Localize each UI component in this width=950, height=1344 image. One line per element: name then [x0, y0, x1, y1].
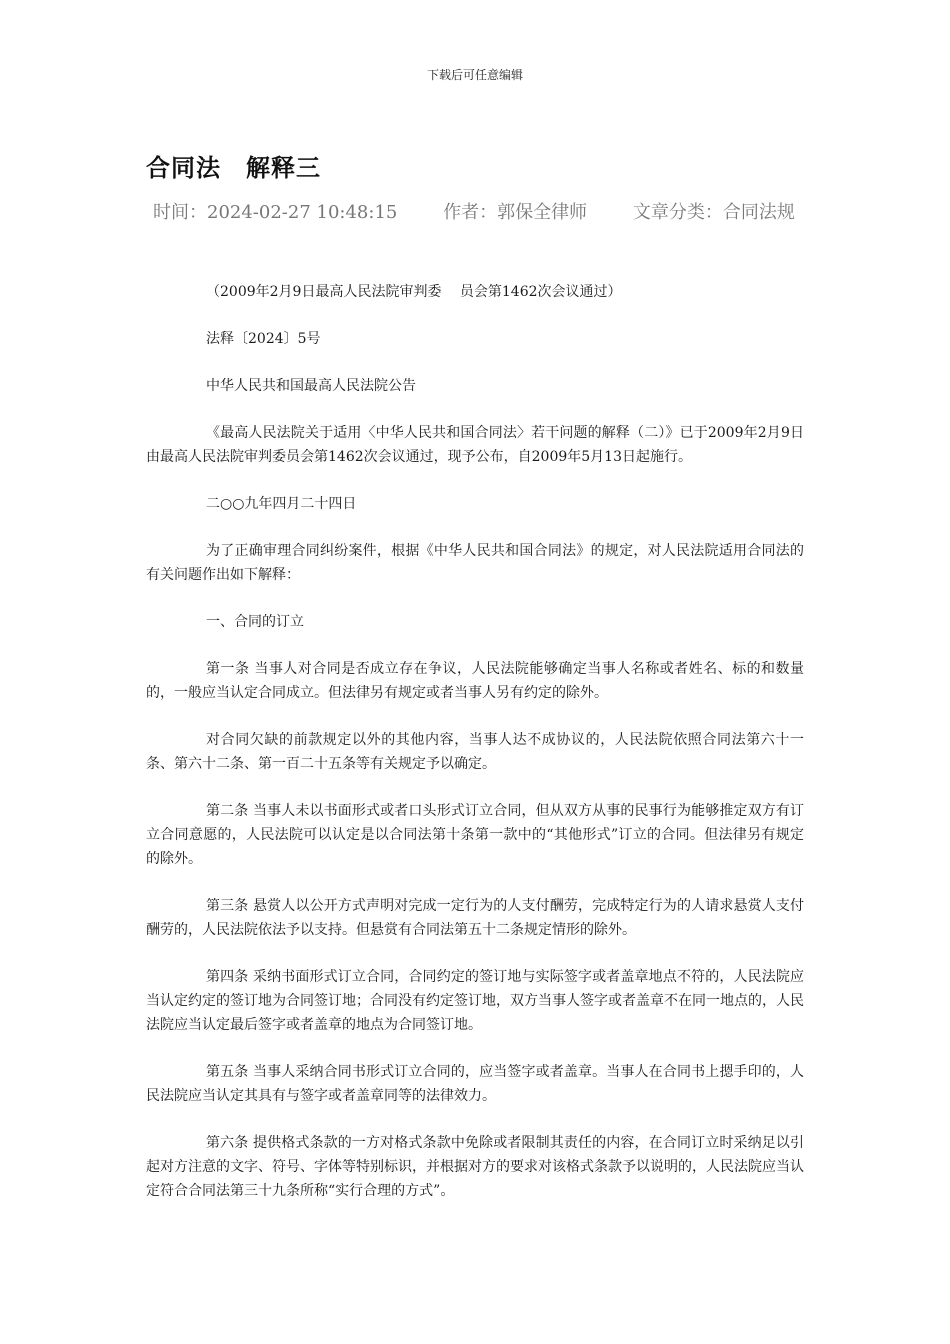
- article-1-clause-2: 对合同欠缺的前款规定以外的其他内容，当事人达不成协议的，人民法院依照合同法第六十一条、第六十二条、第一百二十五条等有关规定予以确定。: [146, 732, 804, 772]
- article-meta: [153, 198, 795, 224]
- paragraph-document-number: 法释〔2024〕5号: [206, 331, 321, 347]
- article-5: 第五条 当事人采纳合同书形式订立合同的，应当签字或者盖章。当事人在合同书上摁手印的，人民法院应当认定其具有与签字或者盖章同等的法律效力。: [146, 1064, 804, 1104]
- article-1: 第一条 当事人对合同是否成立存在争议，人民法院能够确定当事人名称或者姓名、标的和数量的，一般应当认定合同成立。但法律另有规定或者当事人另有约定的除外。: [146, 661, 804, 701]
- paragraph-date: 二○○九年四月二十四日: [206, 496, 357, 512]
- article-6: 第六条 提供格式条款的一方对格式条款中免除或者限制其责任的内容，在合同订立时采纳足以引起对方注意的文字、符号、字体等特别标识，并根据对方的要求对该格式条款予以说明的，人民法院应当认定符合合同法第三十九条所称“实行合理的方式”。: [146, 1135, 804, 1199]
- article-title: 合同法 解释三: [146, 154, 321, 183]
- author-name: 作者：郭保全律师: [443, 202, 588, 223]
- article-4: 第四条 采纳书面形式订立合同，合同约定的签订地与实际签字或者盖章地点不符的，人民法院应当认定约定的签订地为合同签订地；合同没有约定签订地，双方当事人签字或者盖章不在同一地点的，人民法院应当认定最后签字或者盖章的地点为合同签订地。: [146, 969, 804, 1033]
- article-3: 第三条 悬赏人以公开方式声明对完成一定行为的人支付酬劳，完成特定行为的人请求悬赏人支付酬劳的，人民法院依法予以支持。但悬赏有合同法第五十二条规定情形的除外。: [146, 898, 804, 938]
- article-category: 文章分类：合同法规: [632, 202, 795, 223]
- article-body: [146, 280, 804, 1226]
- section-heading-contract-formation: 一、合同的订立: [206, 614, 304, 630]
- download-note: 下载后可任意编辑: [426, 68, 523, 82]
- publish-time: 时间：2024-02-27 10:48:15: [153, 202, 398, 223]
- paragraph-announcement-heading: 中华人民共和国最高人民法院公告: [206, 378, 416, 394]
- paragraph-preamble: 为了正确审理合同纠纷案件，根据《中华人民共和国合同法》的规定，对人民法院适用合同法的有关问题作出如下解释：: [146, 543, 804, 583]
- article-2: 第二条 当事人未以书面形式或者口头形式订立合同，但从双方从事的民事行为能够推定双方有订立合同意愿的，人民法院可以认定是以合同法第十条第一款中的“其他形式”订立的合同。但法律另有规定的除外。: [146, 803, 804, 867]
- paragraph-announcement-text: 《最高人民法院关于适用〈中华人民共和国合同法〉若干问题的解释（二）》已于2009年2月9日由最高人民法院审判委员会第1462次会议通过，现予公布，自2009年5月13日起施行。: [146, 425, 804, 465]
- paragraph-adoption-note: （2009年2月9日最高人民法院审判委 员会第1462次会议通过）: [206, 284, 622, 300]
